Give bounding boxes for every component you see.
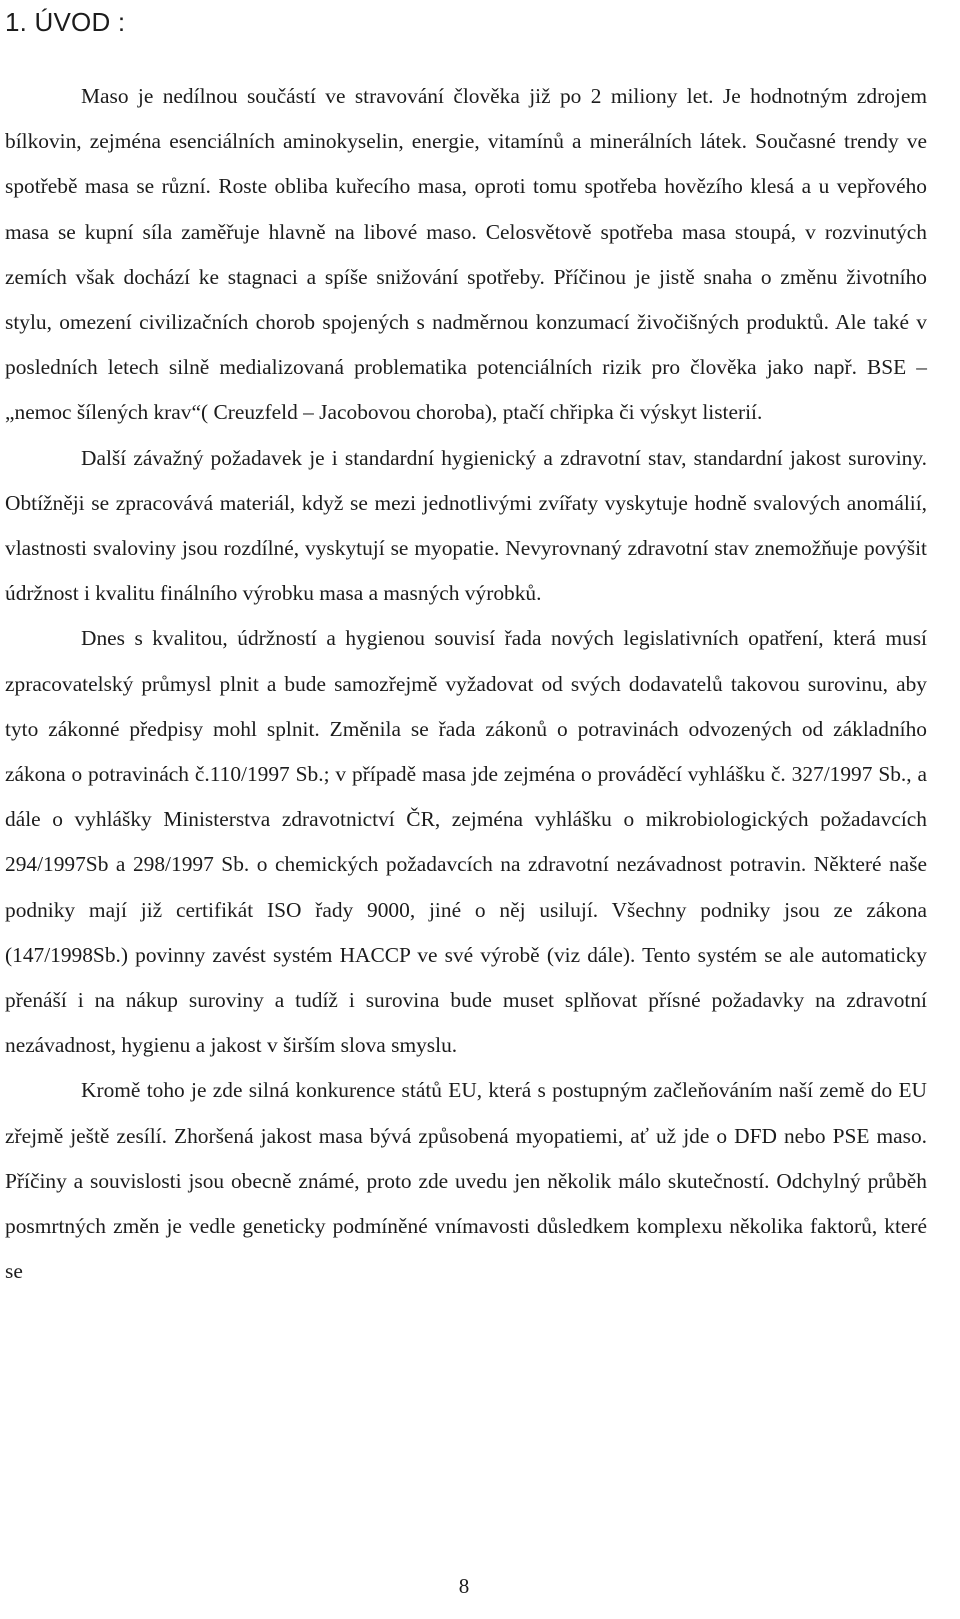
section-heading: 1. ÚVOD : (5, 7, 126, 37)
paragraph-legislation: Dnes s kvalitou, údržností a hygienou souvisí řada nových legislativních opatření, která musí zpracovatelský průmysl plnit a bude samozřejmě vyžadovat od svých dodavatelů takovou surovinu, aby tyto zákonné předpisy mohl splnit. Změnila se řada zákonů o potravinách odvozených od základního zákona o potravinách č.110/1997 Sb.; v případě masa jde zejména o prováděcí vyhlášku č. 327/1997 Sb., a dále o vyhlášky Ministerstva zdravotnictví ČR, zejména vyhlášku o mikrobiologických požadavcích 294/1997Sb a 298/1997 Sb. o chemických požadavcích na zdravotní nezávadnost potravin. Některé naše podniky mají již certifikát ISO řady 9000, jiné o něj usilují. Všechny podniky jsou ze zákona (147/1998Sb.) povinny zavést systém HACCP ve své výrobě (viz dále). Tento systém se ale automaticky přenáší i na nákup suroviny a tudíž i surovina bude muset splňovat přísné požadavky na zdravotní nezávadnost, hygienu a jakost v širším slova smyslu. (5, 626, 927, 1058)
page-number: 8 (458, 1574, 470, 1598)
paragraph-eu-competition: Kromě toho je zde silná konkurence států EU, která s postupným začleňováním naší země do EU zřejmě ještě zesílí. Zhoršená jakost masa bývá způsobená myopatiemi, ať už jde o DFD nebo PSE maso. Příčiny a souvislosti jsou obecně známé, proto zde uvedu jen několik málo skutečností. Odchylný průběh posmrtných změn je vedle geneticky podmíněné vnímavosti důsledkem komplexu několika faktorů, které se (5, 1078, 927, 1284)
paragraph-intro: Maso je nedílnou součástí ve stravování člověka již po 2 miliony let. Je hodnotným zdrojem bílkovin, zejména esenciálních aminokyselin, energie, vitamínů a minerálních látek. Současné trendy ve spotřebě masa se různí. Roste obliba kuřecího masa, oproti tomu spotřeba hovězího klesá a u vepřového masa se kupní síla zaměřuje hlavně na libové maso. Celosvětově spotřeba masa stoupá, v rozvinutých zemích však dochází ke stagnaci a spíše snižování spotřeby. Příčinou je jistě snaha o změnu životního stylu, omezení civilizačních chorob spojených s nadměrnou konzumací živočišných produktů. Ale také v posledních letech silně medializovaná problematika potenciálních rizik pro člověka jako např. BSE – „nemoc šílených krav“( Creuzfeld – Jacobovou choroba), ptačí chřipka či výskyt listerií. (5, 84, 927, 425)
body-text (5, 74, 927, 1294)
paragraph-quality-requirements: Další závažný požadavek je i standardní hygienický a zdravotní stav, standardní jakost suroviny. Obtížněji se zpracovává materiál, když se mezi jednotlivými zvířaty vyskytuje hodně svalových anomálií, vlastnosti svaloviny jsou rozdílné, vyskytují se myopatie. Nevyrovnaný zdravotní stav znemožňuje povýšit údržnost i kvalitu finálního výrobku masa a masných výrobků. (5, 445, 927, 606)
